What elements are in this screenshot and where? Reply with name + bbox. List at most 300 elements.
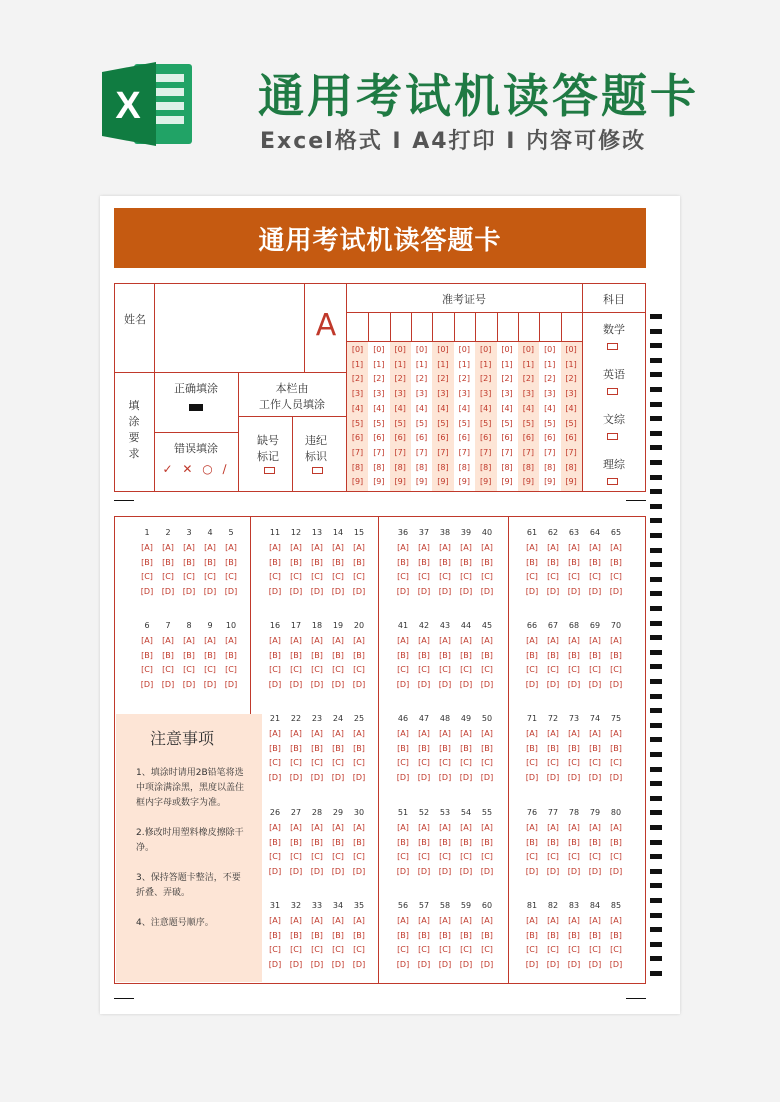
answer-option[interactable]: [D] <box>438 772 452 782</box>
answer-option[interactable]: [B] <box>568 837 580 847</box>
id-digit-option[interactable]: [7] <box>522 447 535 457</box>
id-digit-option[interactable]: [0] <box>501 345 513 354</box>
id-digit-option[interactable]: [0] <box>544 345 556 354</box>
answer-option[interactable]: [D] <box>480 679 494 689</box>
id-digit-option[interactable]: [0] <box>458 345 470 354</box>
id-digit-option[interactable]: [1] <box>394 359 406 369</box>
answer-option[interactable]: [A] <box>526 636 538 645</box>
answer-option[interactable]: [C] <box>439 945 451 955</box>
answer-option[interactable]: [A] <box>204 543 216 552</box>
answer-option[interactable]: [A] <box>332 543 344 552</box>
answer-option[interactable]: [A] <box>460 543 472 552</box>
answer-option[interactable]: [C] <box>332 758 344 768</box>
answer-option[interactable]: [A] <box>439 543 451 552</box>
answer-option[interactable]: [C] <box>418 572 430 582</box>
answer-option[interactable]: [C] <box>460 945 472 955</box>
answer-option[interactable]: [B] <box>589 650 601 660</box>
answer-option[interactable]: [A] <box>589 916 601 925</box>
answer-option[interactable]: [B] <box>439 743 451 753</box>
answer-option[interactable]: [D] <box>417 959 431 969</box>
answer-option[interactable]: [A] <box>418 823 430 832</box>
answer-option[interactable]: [C] <box>460 852 472 862</box>
answer-option[interactable]: [B] <box>610 557 622 567</box>
id-digit-option[interactable]: [4] <box>394 403 406 413</box>
answer-option[interactable]: [A] <box>610 916 622 925</box>
answer-option[interactable]: [A] <box>204 636 216 645</box>
answer-option[interactable]: [B] <box>353 650 365 660</box>
answer-option[interactable]: [C] <box>589 852 601 862</box>
answer-option[interactable]: [B] <box>183 557 195 567</box>
answer-option[interactable]: [A] <box>460 729 472 738</box>
answer-option[interactable]: [A] <box>269 823 281 832</box>
answer-option[interactable]: [A] <box>481 543 493 552</box>
id-digit-option[interactable]: [4] <box>458 403 470 413</box>
answer-option[interactable]: [B] <box>460 650 472 660</box>
answer-option[interactable]: [C] <box>439 572 451 582</box>
answer-option[interactable]: [C] <box>353 572 365 582</box>
answer-option[interactable]: [A] <box>353 543 365 552</box>
id-digit-option[interactable]: [0] <box>437 345 449 354</box>
id-digit-option[interactable]: [4] <box>437 403 449 413</box>
answer-option[interactable]: [B] <box>568 650 580 660</box>
id-digit-option[interactable]: [4] <box>522 403 535 413</box>
answer-option[interactable]: [C] <box>332 665 344 675</box>
answer-option[interactable]: [B] <box>353 930 365 940</box>
answer-option[interactable]: [C] <box>353 665 365 675</box>
answer-option[interactable]: [B] <box>290 930 302 940</box>
id-digit-option[interactable]: [7] <box>394 447 406 457</box>
answer-option[interactable]: [B] <box>547 557 559 567</box>
answer-option[interactable]: [A] <box>290 636 302 645</box>
answer-option[interactable]: [A] <box>568 916 580 925</box>
answer-option[interactable]: [A] <box>460 636 472 645</box>
answer-option[interactable]: [C] <box>269 852 281 862</box>
answer-option[interactable]: [B] <box>526 650 538 660</box>
answer-option[interactable]: [B] <box>269 837 281 847</box>
answer-option[interactable]: [D] <box>609 772 623 782</box>
answer-option[interactable]: [A] <box>397 823 409 832</box>
id-digit-option[interactable]: [6] <box>415 433 428 443</box>
answer-option[interactable]: [A] <box>353 729 365 738</box>
id-digit-option[interactable]: [9] <box>501 477 513 487</box>
answer-option[interactable]: [D] <box>546 866 560 876</box>
answer-option[interactable]: [D] <box>459 772 473 782</box>
answer-option[interactable]: [B] <box>547 930 559 940</box>
answer-option[interactable]: [D] <box>352 679 366 689</box>
answer-option[interactable]: [D] <box>289 586 303 596</box>
answer-option[interactable]: [B] <box>460 930 472 940</box>
answer-option[interactable]: [C] <box>526 572 538 582</box>
id-digit-option[interactable]: [9] <box>565 477 577 487</box>
answer-option[interactable]: [D] <box>546 959 560 969</box>
id-digit-option[interactable]: [6] <box>479 433 492 443</box>
answer-option[interactable]: [B] <box>225 557 237 567</box>
id-digit-option[interactable]: [1] <box>458 359 470 369</box>
answer-option[interactable]: [B] <box>311 837 323 847</box>
id-digit-option[interactable]: [4] <box>501 403 513 413</box>
answer-option[interactable]: [B] <box>481 930 493 940</box>
id-digit-option[interactable]: [7] <box>351 447 364 457</box>
answer-option[interactable]: [A] <box>311 636 323 645</box>
answer-option[interactable]: [C] <box>460 665 472 675</box>
answer-option[interactable]: [B] <box>589 743 601 753</box>
answer-option[interactable]: [A] <box>547 823 559 832</box>
answer-option[interactable]: [A] <box>332 636 344 645</box>
answer-option[interactable]: [B] <box>547 837 559 847</box>
answer-option[interactable]: [B] <box>547 743 559 753</box>
answer-option[interactable]: [D] <box>438 866 452 876</box>
subject-box[interactable] <box>607 478 618 485</box>
answer-option[interactable]: [C] <box>481 852 493 862</box>
answer-option[interactable]: [B] <box>481 837 493 847</box>
id-digit-option[interactable]: [1] <box>415 359 428 369</box>
id-digit-option[interactable]: [3] <box>479 389 492 399</box>
answer-option[interactable]: [A] <box>547 543 559 552</box>
answer-option[interactable]: [D] <box>268 679 282 689</box>
answer-option[interactable]: [D] <box>396 586 410 596</box>
answer-option[interactable]: [A] <box>589 729 601 738</box>
id-digit-option[interactable]: [8] <box>479 462 492 472</box>
answer-option[interactable]: [D] <box>224 679 238 689</box>
answer-option[interactable]: [B] <box>269 557 281 567</box>
answer-option[interactable]: [D] <box>438 959 452 969</box>
answer-option[interactable]: [A] <box>290 916 302 925</box>
answer-option[interactable]: [B] <box>439 930 451 940</box>
answer-option[interactable]: [C] <box>353 852 365 862</box>
answer-option[interactable]: [A] <box>418 543 430 552</box>
answer-option[interactable]: [B] <box>311 557 323 567</box>
answer-option[interactable]: [D] <box>310 772 324 782</box>
id-digit-option[interactable]: [1] <box>479 359 492 369</box>
id-digit-option[interactable]: [3] <box>394 389 406 399</box>
answer-option[interactable]: [A] <box>311 729 323 738</box>
answer-option[interactable]: [D] <box>417 679 431 689</box>
answer-option[interactable]: [D] <box>459 866 473 876</box>
id-digit-option[interactable]: [6] <box>501 433 513 443</box>
id-digit-option[interactable]: [4] <box>544 403 556 413</box>
answer-option[interactable]: [C] <box>526 758 538 768</box>
answer-option[interactable]: [A] <box>290 543 302 552</box>
answer-option[interactable]: [D] <box>567 586 581 596</box>
answer-option[interactable]: [C] <box>353 758 365 768</box>
answer-option[interactable]: [D] <box>268 586 282 596</box>
answer-option[interactable]: [B] <box>269 930 281 940</box>
answer-option[interactable]: [A] <box>311 543 323 552</box>
id-digit-option[interactable]: [5] <box>373 418 385 428</box>
answer-option[interactable]: [A] <box>183 636 195 645</box>
answer-option[interactable]: [D] <box>182 586 196 596</box>
id-digit-option[interactable]: [5] <box>458 418 470 428</box>
answer-option[interactable]: [C] <box>397 945 409 955</box>
answer-option[interactable]: [C] <box>460 758 472 768</box>
answer-option[interactable]: [C] <box>204 665 216 675</box>
answer-option[interactable]: [D] <box>588 959 602 969</box>
answer-option[interactable]: [D] <box>310 866 324 876</box>
answer-option[interactable]: [A] <box>526 823 538 832</box>
id-digit-option[interactable]: [2] <box>565 374 577 384</box>
answer-option[interactable]: [A] <box>439 916 451 925</box>
answer-option[interactable]: [C] <box>141 572 153 582</box>
id-digit-option[interactable]: [7] <box>544 447 556 457</box>
answer-option[interactable]: [A] <box>397 543 409 552</box>
answer-option[interactable]: [C] <box>397 758 409 768</box>
id-digit-option[interactable]: [2] <box>458 374 470 384</box>
id-digit-option[interactable]: [6] <box>351 433 364 443</box>
id-digit-option[interactable]: [3] <box>437 389 449 399</box>
id-digit-option[interactable]: [1] <box>373 359 385 369</box>
id-digit-option[interactable]: [6] <box>458 433 470 443</box>
answer-option[interactable]: [A] <box>353 916 365 925</box>
answer-option[interactable]: [C] <box>290 665 302 675</box>
answer-option[interactable]: [D] <box>588 866 602 876</box>
answer-option[interactable]: [B] <box>353 557 365 567</box>
answer-option[interactable]: [C] <box>269 572 281 582</box>
answer-option[interactable]: [C] <box>397 852 409 862</box>
answer-option[interactable]: [D] <box>525 866 539 876</box>
subject-box[interactable] <box>607 433 618 440</box>
answer-option[interactable]: [A] <box>526 916 538 925</box>
id-digit-option[interactable]: [0] <box>415 345 428 354</box>
answer-option[interactable]: [A] <box>526 543 538 552</box>
id-digit-option[interactable]: [8] <box>437 462 449 472</box>
answer-option[interactable]: [C] <box>311 572 323 582</box>
absent-mark-box[interactable] <box>264 467 275 474</box>
answer-option[interactable]: [B] <box>225 650 237 660</box>
answer-option[interactable]: [A] <box>460 823 472 832</box>
answer-option[interactable]: [C] <box>610 572 622 582</box>
answer-option[interactable]: [B] <box>332 930 344 940</box>
id-digit-option[interactable]: [9] <box>458 477 470 487</box>
answer-option[interactable]: [A] <box>290 823 302 832</box>
answer-option[interactable]: [C] <box>311 945 323 955</box>
answer-option[interactable]: [D] <box>203 679 217 689</box>
id-digit-option[interactable]: [1] <box>437 359 449 369</box>
id-digit-option[interactable]: [9] <box>437 477 449 487</box>
answer-option[interactable]: [A] <box>610 823 622 832</box>
answer-option[interactable]: [D] <box>268 959 282 969</box>
answer-option[interactable]: [C] <box>183 572 195 582</box>
answer-option[interactable]: [A] <box>460 916 472 925</box>
answer-option[interactable]: [B] <box>610 650 622 660</box>
answer-option[interactable]: [D] <box>567 772 581 782</box>
answer-option[interactable]: [B] <box>397 743 409 753</box>
answer-option[interactable]: [C] <box>269 665 281 675</box>
answer-option[interactable]: [A] <box>311 823 323 832</box>
answer-option[interactable]: [B] <box>589 837 601 847</box>
answer-option[interactable]: [D] <box>480 959 494 969</box>
answer-option[interactable]: [C] <box>311 758 323 768</box>
answer-option[interactable]: [A] <box>332 729 344 738</box>
answer-option[interactable]: [C] <box>311 665 323 675</box>
answer-option[interactable]: [B] <box>610 837 622 847</box>
answer-option[interactable]: [B] <box>162 557 174 567</box>
id-digit-option[interactable]: [7] <box>501 447 513 457</box>
id-digit-option[interactable]: [0] <box>394 345 406 354</box>
subject-box[interactable] <box>607 388 618 395</box>
answer-option[interactable]: [D] <box>396 679 410 689</box>
answer-option[interactable]: [D] <box>331 959 345 969</box>
answer-option[interactable]: [D] <box>289 866 303 876</box>
id-digit-option[interactable]: [5] <box>565 418 577 428</box>
id-digit-option[interactable]: [2] <box>415 374 428 384</box>
id-digit-option[interactable]: [2] <box>373 374 385 384</box>
id-digit-option[interactable]: [0] <box>522 345 535 354</box>
answer-option[interactable]: [D] <box>268 772 282 782</box>
answer-option[interactable]: [B] <box>481 557 493 567</box>
answer-option[interactable]: [D] <box>289 959 303 969</box>
id-digit-option[interactable]: [5] <box>479 418 492 428</box>
answer-option[interactable]: [B] <box>183 650 195 660</box>
id-digit-option[interactable]: [8] <box>373 462 385 472</box>
answer-option[interactable]: [C] <box>526 665 538 675</box>
id-digit-option[interactable]: [8] <box>522 462 535 472</box>
answer-option[interactable]: [D] <box>525 959 539 969</box>
answer-option[interactable]: [A] <box>610 543 622 552</box>
id-digit-option[interactable]: [8] <box>501 462 513 472</box>
id-digit-option[interactable]: [3] <box>415 389 428 399</box>
answer-option[interactable]: [A] <box>481 636 493 645</box>
id-digit-option[interactable]: [2] <box>544 374 556 384</box>
answer-option[interactable]: [D] <box>331 586 345 596</box>
answer-option[interactable]: [C] <box>332 852 344 862</box>
id-digit-option[interactable]: [9] <box>373 477 385 487</box>
answer-option[interactable]: [C] <box>610 945 622 955</box>
answer-option[interactable]: [C] <box>418 665 430 675</box>
answer-option[interactable]: [B] <box>332 557 344 567</box>
answer-option[interactable]: [B] <box>141 557 153 567</box>
answer-option[interactable]: [B] <box>568 930 580 940</box>
answer-option[interactable]: [B] <box>353 743 365 753</box>
answer-option[interactable]: [B] <box>290 837 302 847</box>
answer-option[interactable]: [C] <box>162 572 174 582</box>
answer-option[interactable]: [A] <box>481 823 493 832</box>
id-digit-option[interactable]: [7] <box>479 447 492 457</box>
answer-option[interactable]: [D] <box>352 586 366 596</box>
answer-option[interactable]: [B] <box>162 650 174 660</box>
id-digit-option[interactable]: [5] <box>415 418 428 428</box>
id-digit-option[interactable]: [9] <box>479 477 492 487</box>
answer-option[interactable]: [D] <box>331 679 345 689</box>
answer-option[interactable]: [D] <box>352 866 366 876</box>
id-digit-option[interactable]: [8] <box>544 462 556 472</box>
answer-option[interactable]: [A] <box>589 636 601 645</box>
answer-option[interactable]: [D] <box>480 772 494 782</box>
id-digit-option[interactable]: [9] <box>351 477 364 487</box>
answer-option[interactable]: [C] <box>290 758 302 768</box>
answer-option[interactable]: [A] <box>439 636 451 645</box>
id-digit-option[interactable]: [3] <box>351 389 364 399</box>
id-digit-option[interactable]: [6] <box>544 433 556 443</box>
id-digit-option[interactable]: [1] <box>501 359 513 369</box>
answer-option[interactable]: [D] <box>182 679 196 689</box>
answer-option[interactable]: [D] <box>352 772 366 782</box>
answer-option[interactable]: [C] <box>439 758 451 768</box>
id-digit-option[interactable]: [4] <box>565 403 577 413</box>
id-digit-option[interactable]: [2] <box>351 374 364 384</box>
answer-option[interactable]: [D] <box>310 959 324 969</box>
answer-option[interactable]: [D] <box>268 866 282 876</box>
answer-option[interactable]: [D] <box>609 866 623 876</box>
answer-option[interactable]: [A] <box>225 636 237 645</box>
answer-option[interactable]: [C] <box>460 572 472 582</box>
answer-option[interactable]: [B] <box>418 930 430 940</box>
answer-option[interactable]: [D] <box>546 679 560 689</box>
answer-option[interactable]: [D] <box>546 586 560 596</box>
answer-option[interactable]: [B] <box>332 650 344 660</box>
answer-option[interactable]: [D] <box>396 866 410 876</box>
id-digit-option[interactable]: [6] <box>437 433 449 443</box>
id-digit-option[interactable]: [0] <box>565 345 577 354</box>
answer-option[interactable]: [C] <box>481 758 493 768</box>
answer-option[interactable]: [A] <box>269 729 281 738</box>
answer-option[interactable]: [D] <box>567 866 581 876</box>
id-digit-option[interactable]: [1] <box>544 359 556 369</box>
answer-option[interactable]: [B] <box>418 650 430 660</box>
answer-option[interactable]: [C] <box>397 665 409 675</box>
answer-option[interactable]: [D] <box>417 772 431 782</box>
answer-option[interactable]: [C] <box>481 945 493 955</box>
answer-option[interactable]: [B] <box>397 930 409 940</box>
answer-option[interactable]: [D] <box>609 959 623 969</box>
answer-option[interactable]: [A] <box>526 729 538 738</box>
id-digit-option[interactable]: [5] <box>501 418 513 428</box>
answer-option[interactable]: [D] <box>459 679 473 689</box>
answer-option[interactable]: [D] <box>588 586 602 596</box>
answer-option[interactable]: [C] <box>397 572 409 582</box>
answer-option[interactable]: [D] <box>140 679 154 689</box>
id-digit-option[interactable]: [6] <box>565 433 577 443</box>
answer-option[interactable]: [A] <box>332 823 344 832</box>
answer-option[interactable]: [B] <box>204 557 216 567</box>
answer-option[interactable]: [B] <box>397 557 409 567</box>
answer-option[interactable]: [C] <box>332 572 344 582</box>
answer-option[interactable]: [D] <box>567 959 581 969</box>
answer-option[interactable]: [D] <box>525 772 539 782</box>
answer-option[interactable]: [B] <box>418 837 430 847</box>
answer-option[interactable]: [B] <box>460 837 472 847</box>
answer-option[interactable]: [B] <box>526 557 538 567</box>
id-digit-option[interactable]: [0] <box>479 345 492 354</box>
answer-option[interactable]: [A] <box>225 543 237 552</box>
answer-option[interactable]: [C] <box>439 665 451 675</box>
answer-option[interactable]: [A] <box>610 636 622 645</box>
id-digit-option[interactable]: [2] <box>501 374 513 384</box>
answer-option[interactable]: [B] <box>481 650 493 660</box>
answer-option[interactable]: [D] <box>203 586 217 596</box>
id-digit-option[interactable]: [9] <box>522 477 535 487</box>
id-digit-option[interactable]: [5] <box>351 418 364 428</box>
answer-option[interactable]: [C] <box>610 758 622 768</box>
id-digit-option[interactable]: [6] <box>373 433 385 443</box>
answer-option[interactable]: [C] <box>547 665 559 675</box>
answer-option[interactable]: [C] <box>547 758 559 768</box>
answer-option[interactable]: [B] <box>332 743 344 753</box>
answer-option[interactable]: [C] <box>418 852 430 862</box>
answer-option[interactable]: [A] <box>353 636 365 645</box>
answer-option[interactable]: [C] <box>162 665 174 675</box>
answer-option[interactable]: [B] <box>290 650 302 660</box>
answer-option[interactable]: [A] <box>568 729 580 738</box>
answer-option[interactable]: [C] <box>141 665 153 675</box>
answer-option[interactable]: [C] <box>589 758 601 768</box>
id-digit-option[interactable]: [5] <box>437 418 449 428</box>
answer-option[interactable]: [C] <box>353 945 365 955</box>
answer-option[interactable]: [D] <box>546 772 560 782</box>
id-digit-option[interactable]: [7] <box>458 447 470 457</box>
answer-option[interactable]: [A] <box>269 916 281 925</box>
answer-option[interactable]: [C] <box>526 945 538 955</box>
answer-option[interactable]: [D] <box>588 772 602 782</box>
